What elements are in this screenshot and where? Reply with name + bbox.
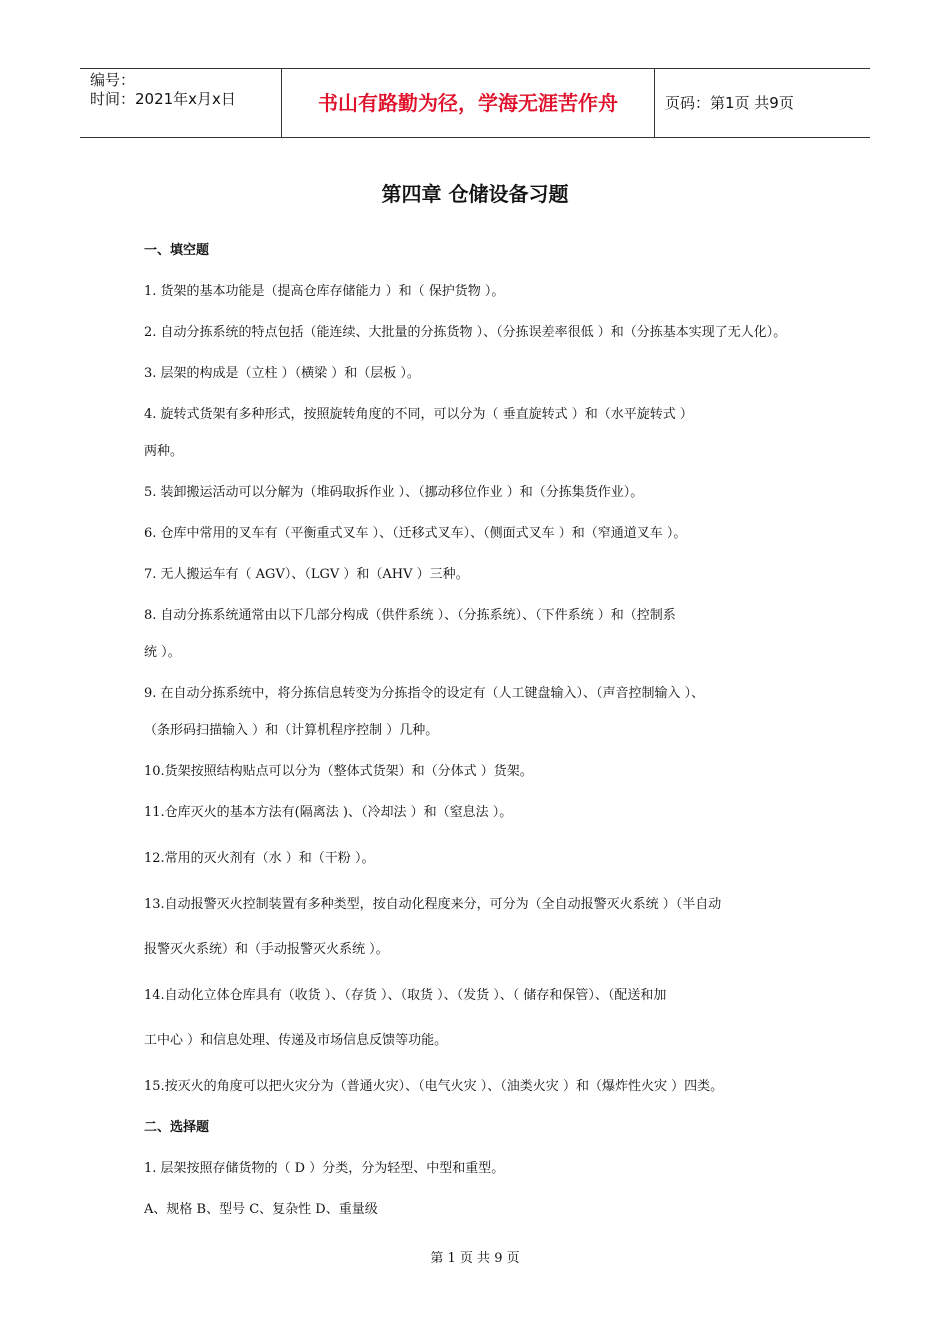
body-line: 1. 货架的基本功能是（提高仓库存储能力 ）和（ 保护货物 ）。	[144, 284, 505, 299]
body-line: 15.按灭火的角度可以把火灾分为（普通火灾）、（电气火灾 ）、（油类火灾 ）和（爆炸性火灾 ）四类。	[144, 1079, 724, 1094]
body-line: 统 ）。	[144, 645, 181, 660]
page-header	[80, 68, 870, 138]
body-line: 工中心 ）和信息处理、传递及市场信息反馈等功能。	[144, 1033, 448, 1048]
body-line: 7. 无人搬运车有（ AGV）、（LGV ）和（AHV ）三种。	[144, 567, 469, 582]
body-line: 12.常用的灭火剂有（水 ）和（干粉 ）。	[144, 851, 375, 866]
body-line: A、规格 B、型号 C、复杂性 D、重量级	[144, 1202, 378, 1217]
body-line: 8. 自动分拣系统通常由以下几部分构成（供件系统 ）、（分拣系统）、（下件系统 ）和（控制系	[144, 608, 676, 623]
body-line: 2. 自动分拣系统的特点包括（能连续、大批量的分拣货物 ）、（分拣误差率很低 ）和（分拣基本实现了无人化）。	[144, 325, 787, 340]
document-title: 第四章 仓储设备习题	[381, 182, 569, 206]
body-line: 3. 层架的构成是（立柱 ）（横梁 ）和（层板 ）。	[144, 366, 420, 381]
page-footer: 第 1 页 共 9 页	[430, 1251, 520, 1266]
body-line: 5. 装卸搬运活动可以分解为（堆码取拆作业 ）、（挪动移位作业 ）和（分拣集货作业）。	[144, 485, 644, 500]
header-slogan: 书山有路勤为径，学海无涯苦作舟	[282, 69, 655, 137]
body-line: 13.自动报警灭火控制装置有多种类型，按自动化程度来分，可分为（全自动报警灭火系统 ）（半自动	[144, 897, 722, 912]
header-page-info: 页码：第1页 共9页	[665, 94, 794, 112]
body-line: 10.货架按照结构贴点可以分为（整体式货架）和（分体式 ）货架。	[144, 764, 533, 779]
section-heading: 二、选择题	[144, 1120, 210, 1135]
body-line: 6. 仓库中常用的叉车有（平衡重式叉车 ）、（迁移式叉车）、（侧面式叉车 ）和（窄通道叉车 ）。	[144, 526, 687, 541]
section-heading: 一、填空题	[144, 243, 210, 258]
body-line: （条形码扫描输入 ）和（计算机程序控制 ）几种。	[144, 723, 439, 738]
body-line: 4. 旋转式货架有多种形式，按照旋转角度的不同，可以分为（ 垂直旋转式 ）和（水平旋转式 ）	[144, 407, 693, 422]
header-meta	[80, 69, 282, 137]
number-label: 编号：	[90, 71, 136, 89]
body-line: 报警灭火系统）和（手动报警灭火系统 ）。	[144, 942, 389, 957]
body-line: 9. 在自动分拣系统中，将分拣信息转变为分拣指令的设定有（人工键盘输入）、（声音控制输入 ）、	[144, 686, 705, 701]
body-line: 两种。	[144, 444, 184, 459]
body-line: 14.自动化立体仓库具有（收货 ）、（存货 ）、（取货 ）、（发货 ）、（ 储存和保管）、（配送和加	[144, 988, 667, 1003]
body-line: 1. 层架按照存储货物的（ D ）分类，分为轻型、中型和重型。	[144, 1161, 505, 1176]
time-label: 时间：2021年x月x日	[90, 90, 236, 108]
body-line: 11.仓库灭火的基本方法有(隔离法 )、（冷却法 ）和（窒息法 ）。	[144, 805, 513, 820]
